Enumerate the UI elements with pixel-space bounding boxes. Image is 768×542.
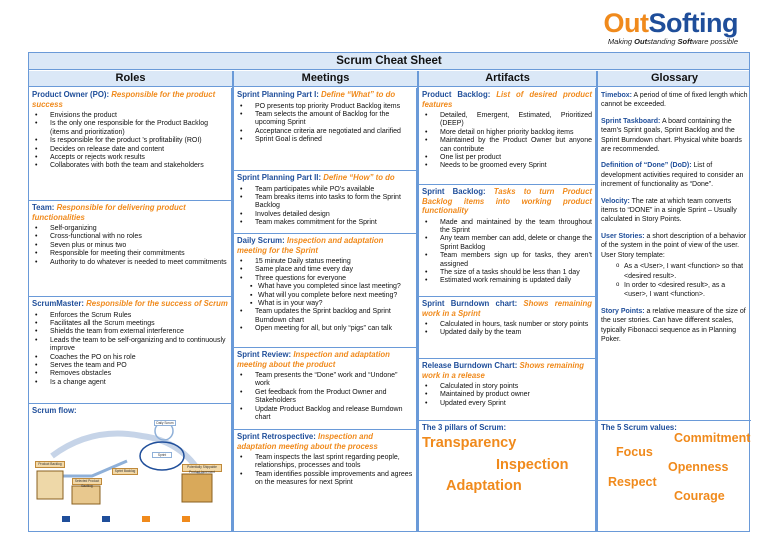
list-item: • More detail on higher priority backlog items — [422, 129, 592, 137]
sprint-burndown-section — [419, 297, 595, 359]
glossary-dod: Definition of “Done” (DoD): List of development activities required to consider an increment of functionality as “Done”. — [601, 162, 744, 189]
product-backlog-section — [419, 88, 595, 185]
release-burndown-list — [422, 383, 592, 408]
list-item: • Shields the team from external interference — [32, 328, 228, 336]
list-item: • Self-organizing — [32, 225, 228, 233]
sprint-planning-1-section — [234, 88, 416, 171]
list-item: • One list per product — [422, 154, 592, 162]
flow-label: Product Backlog — [35, 461, 65, 468]
flow-label: Daily Scrum — [154, 420, 176, 426]
list-item: • Authority to do whatever is needed to meet commitments — [32, 259, 228, 267]
pillars-section — [419, 421, 595, 531]
list-item: • Team updates the Sprint backlog and Sprint Burndown chart — [237, 308, 413, 325]
list-item: • Team selects the amount of Backlog for the upcoming Sprint — [237, 111, 413, 128]
value-respect: Respect — [608, 475, 657, 489]
glossary-velocity: Velocity: The rate at which team converts items to “DONE” in a single Sprint – Usually calculated in Story Points. — [601, 197, 737, 224]
list-item: • Get feedback from the Product Owner and Stakeholders — [237, 389, 413, 406]
column-headers — [29, 71, 749, 87]
daily-question: ▪ What is in your way? — [237, 300, 413, 308]
glossary-column — [598, 88, 751, 531]
list-item: • Accepts or rejects work results — [32, 154, 228, 162]
list-item: • Leads the team to be self-organizing and to continuously improve — [32, 337, 228, 354]
sprint-backlog-section — [419, 185, 595, 297]
glossary-timebox: Timebox: A period of time of fixed length which cannot be exceeded. — [601, 92, 748, 109]
list-item: • Team identifies possible improvements and agrees on the measures for next Sprint — [237, 471, 413, 488]
list-item: • Calculated in story points — [422, 383, 592, 391]
glossary-terms — [598, 88, 751, 421]
logo-wordmark — [604, 8, 738, 38]
list-item: • Update Product Backlog and release Burndown chart — [237, 406, 413, 423]
list-item: • Cross-functional with no roles — [32, 233, 228, 241]
list-item: • Enforces the Scrum Rules — [32, 312, 228, 320]
scrum-values-title: The 5 Scrum values: — [601, 423, 677, 432]
list-item: • Coaches the PO on his role — [32, 354, 228, 362]
pillar-transparency: Transparency — [422, 435, 517, 451]
list-item: • Serves the team and PO — [32, 362, 228, 370]
team-list — [32, 225, 228, 267]
list-item: o In order to <desired result>, as a <user>, I want <function>. — [601, 281, 748, 300]
list-item: • Team participates while PO’s available — [237, 186, 413, 194]
sprint-backlog-title: Sprint Backlog: Tasks to turn Product Backlog items into working product functionality — [422, 187, 592, 215]
daily-scrum-list — [237, 258, 413, 334]
sprint-planning-2-title: Sprint Planning Part II: Define “How” to do — [237, 173, 395, 182]
sprint-retrospective-section — [234, 430, 416, 531]
list-item: • Maintained by the Product Owner but anyone can contribute — [422, 137, 592, 154]
flow-label: Sprint — [152, 452, 172, 458]
roles-column — [29, 88, 232, 531]
list-item: • Open meeting for all, but only “pigs” can talk — [237, 325, 413, 333]
sprint-review-section — [234, 348, 416, 430]
list-item: • Is a change agent — [32, 379, 228, 387]
list-item: • Is responsible for the product ’s profitability (ROI) — [32, 137, 228, 145]
glossary-user-stories: User Stories: a short description of a behavior of the system in the point of view of the user. User Story template: — [601, 232, 747, 259]
sprint-backlog-list — [422, 219, 592, 286]
list-item: • Collaborates with both the team and stakeholders — [32, 162, 228, 170]
scrum-values-section — [598, 421, 751, 531]
list-item: • Same place and time every day — [237, 266, 413, 274]
product-backlog-list — [422, 112, 592, 171]
sprint-planning-2-section — [234, 171, 416, 234]
sprint-burndown-list — [422, 321, 592, 338]
value-openness: Openness — [668, 460, 729, 474]
flow-label: Selected Product Backlog — [72, 478, 102, 485]
header-meetings: Meetings — [301, 72, 350, 84]
list-item: • Three questions for everyone — [237, 275, 413, 283]
list-item: • Team inspects the last sprint regarding people, relationships, processes and tools — [237, 454, 413, 471]
list-item: • Any team member can add, delete or change the Sprint Backlog — [422, 235, 592, 252]
list-item: • Estimated work remaining is updated daily — [422, 277, 592, 285]
flow-label: Potentially Shippable Product Increment — [182, 464, 222, 472]
value-commitment: Commitment — [674, 431, 751, 445]
list-item: • Facilitates all the Scrum meetings — [32, 320, 228, 328]
list-item: • Updated every Sprint — [422, 400, 592, 408]
list-item: o As a <User>, I want <function> so that <desired result>. — [601, 262, 748, 281]
value-courage: Courage — [674, 489, 725, 503]
pillar-inspection: Inspection — [496, 457, 569, 473]
header-roles: Roles — [115, 72, 146, 84]
scrummaster-list — [32, 312, 228, 388]
list-item: • Team breaks items into tasks to form the Sprint Backlog — [237, 194, 413, 211]
list-item: • Decides on release date and content — [32, 146, 228, 154]
list-item: • PO presents top priority Product Backlog items — [237, 103, 413, 111]
sprint-planning-1-list — [237, 103, 413, 145]
scrummaster-section — [29, 297, 231, 404]
list-item: • 15 minute Daily status meeting — [237, 258, 413, 266]
glossary-story-points: Story Points: a relative measure of the size of the user stories. Can have different scales, typically Fibonacci sequence as in Planning Poker. — [601, 307, 746, 343]
pillars-title: The 3 pillars of Scrum: — [422, 423, 507, 432]
list-item: • Acceptance criteria are negotiated and clarified — [237, 128, 413, 136]
list-item: • Is the only one responsible for the Product Backlog (items and prioritization) — [32, 120, 228, 137]
sprint-review-title: Sprint Review: Inspection and adaptation meeting about the product — [237, 350, 390, 369]
product-owner-section — [29, 88, 231, 201]
list-item: • Updated daily by the team — [422, 329, 592, 337]
daily-scrum-title: Daily Scrum: Inspection and adaptation meeting for the Sprint — [237, 236, 384, 255]
list-item: • Team members sign up for tasks, they aren’t assigned — [422, 252, 592, 269]
list-item: • Made and maintained by the team throughout the Sprint — [422, 219, 592, 236]
sprint-retrospective-title: Sprint Retrospective: Inspection and adaptation meeting about the process — [237, 432, 378, 451]
sheet-title: Scrum Cheat Sheet — [29, 53, 749, 70]
list-item: • Seven plus or minus two — [32, 242, 228, 250]
scrum-flow-diagram — [32, 416, 227, 531]
daily-question: ▪ What have you completed since last meeting? — [237, 283, 413, 291]
list-item: • Detailed, Emergent, Estimated, Prioritized (DEEP) — [422, 112, 592, 129]
product-backlog-title: Product Backlog: List of desired product features — [422, 90, 592, 109]
outsofting-logo — [604, 8, 738, 46]
list-item: • Needs to be groomed every Sprint — [422, 162, 592, 170]
product-owner-title: Product Owner (PO): Responsible for the product success — [32, 90, 216, 109]
value-focus: Focus — [616, 445, 653, 459]
daily-question: ▪ What will you complete before next meeting? — [237, 292, 413, 300]
logo-tagline: Making Outstanding Software possible — [607, 37, 738, 46]
sprint-review-list — [237, 372, 413, 422]
list-item: • Sprint Goal is defined — [237, 136, 413, 144]
list-item: • Maintained by product owner — [422, 391, 592, 399]
team-section — [29, 201, 231, 297]
list-item: • Team presents the “Done” work and “Undone” work — [237, 372, 413, 389]
scrummaster-title: ScrumMaster: Responsible for the success of Scrum — [32, 299, 228, 308]
meetings-column — [234, 88, 417, 531]
daily-scrum-section — [234, 234, 416, 348]
list-item: • Involves detailed design — [237, 211, 413, 219]
scrum-flow-title: Scrum flow: — [32, 406, 77, 415]
cheat-sheet — [28, 52, 750, 532]
release-burndown-title: Release Burndown Chart: Shows remaining work in a release — [422, 361, 585, 380]
logo-softing: Softing — [648, 8, 738, 38]
list-item: • Team makes commitment for the Sprint — [237, 219, 413, 227]
sprint-planning-1-title: Sprint Planning Part I: Define “What” to do — [237, 90, 396, 99]
pillar-adaptation: Adaptation — [446, 478, 522, 494]
sprint-retrospective-list — [237, 454, 413, 488]
artifacts-column — [419, 88, 596, 531]
team-title: Team: Responsible for delivering product functionalities — [32, 203, 186, 222]
header-artifacts: Artifacts — [485, 72, 530, 84]
list-item: • Calculated in hours, task number or story points — [422, 321, 592, 329]
list-item: • Responsible for meeting their commitments — [32, 250, 228, 258]
glossary-taskboard: Sprint Taskboard: A board containing the team’s Sprint goals, Sprint Backlog and the Sprint Burndown chart. Physical white boards are recommended. — [601, 117, 742, 154]
list-item: • The size of a tasks should be less than 1 day — [422, 269, 592, 277]
release-burndown-section — [419, 359, 595, 421]
sprint-burndown-title: Sprint Burndown chart: Shows remaining work in a Sprint — [422, 299, 592, 318]
scrum-flow-section — [29, 404, 231, 531]
header-glossary: Glossary — [650, 72, 699, 84]
user-story-templates — [601, 262, 748, 300]
list-item: • Envisions the product — [32, 112, 228, 120]
list-item: • Removes obstacles — [32, 370, 228, 378]
sprint-planning-2-list — [237, 186, 413, 228]
product-owner-list — [32, 112, 228, 171]
logo-out: Out — [603, 8, 649, 38]
flow-label: Sprint Backlog — [112, 468, 138, 475]
